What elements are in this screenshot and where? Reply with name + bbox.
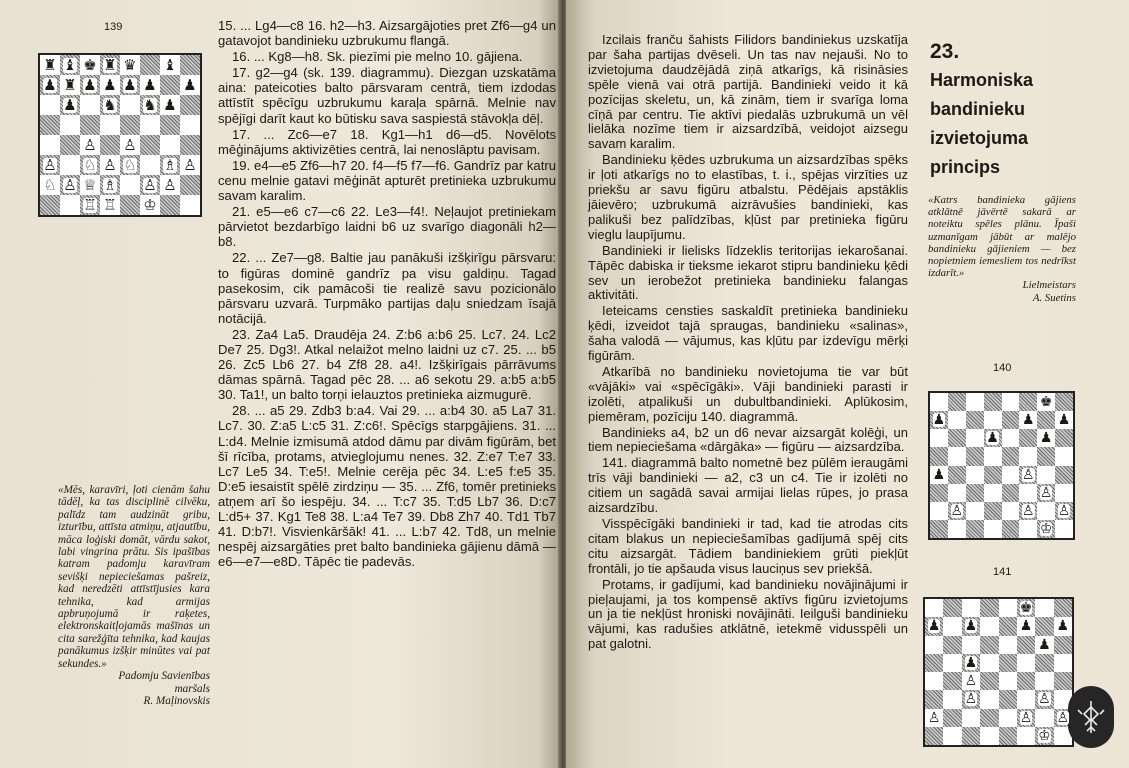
chess-square bbox=[140, 75, 160, 95]
chess-square bbox=[948, 484, 966, 502]
chess-square bbox=[999, 709, 1017, 727]
chess-square bbox=[60, 155, 80, 175]
chess-square bbox=[180, 195, 200, 215]
paragraph: Ieteicams censties saskaldīt pretinieka bandinieku ķēdi, izveidot tajā spraugas, bandinieku «salinas», šaha valodā — vājumus, kas kļūtu par izdevīgu mērķi figūrām. bbox=[588, 303, 908, 364]
chess-piece: ♟ bbox=[43, 75, 57, 94]
chess-square bbox=[943, 599, 961, 617]
chess-square bbox=[40, 195, 60, 215]
chess-square bbox=[1037, 520, 1055, 538]
chess-piece: ♖ bbox=[103, 195, 117, 214]
chess-piece: ♟ bbox=[964, 618, 978, 635]
chess-square bbox=[962, 617, 980, 635]
paragraph: Protams, ir gadījumi, kad bandinieku novājinājumi ir pieļaujami, ja tos kompensē aktīvs figūru izvietojums un ja tie nekļūst hroniski novājināti. Ieilguši bandinieku vājumi, kas radušies atklātnē, ietekmē vidusspēli un pat galotni. bbox=[588, 576, 908, 652]
chess-square bbox=[1017, 617, 1035, 635]
paragraph: 16. ... Kg8—h8. Sk. piezīmi pie melno 10. gājiena. bbox=[232, 49, 523, 65]
chess-square bbox=[966, 502, 984, 520]
chess-square bbox=[984, 484, 1002, 502]
chess-piece: ♟ bbox=[103, 75, 117, 94]
chess-piece: ♙ bbox=[964, 691, 978, 708]
chess-square bbox=[962, 599, 980, 617]
chess-square bbox=[962, 727, 980, 745]
chess-square bbox=[966, 411, 984, 429]
chess-piece: ♞ bbox=[103, 95, 117, 114]
chess-square bbox=[1054, 617, 1072, 635]
chess-square bbox=[1054, 654, 1072, 672]
chess-piece: ♙ bbox=[143, 175, 157, 194]
chess-square bbox=[1055, 502, 1073, 520]
chess-square bbox=[962, 672, 980, 690]
chess-piece: ♜ bbox=[63, 75, 77, 94]
paragraph: 28. ... a5 29. Zdb3 b:a4. Vai 29. ... a:b4 30. a5 La7 31. Lc7. 30. Z:a5 L:c5 31. Z:c6!. Spēcīgs starpgājiens. 31. ... L:d4. Melnie izmisumā atdod dāmu par divām figūrām, bet šī rīcība, protams, atvieglojumu nenes. 32. Z:e7 T:e7 33. Lc7 Le5 34. T:e5!. Melnie cerēja pēc 34. L:e5 f:e5 35. D:e5 iesaistīt spēlē zirdziņu — 35. ... Zf6, tomēr pretinieks atņem arī šo iespēju. 34. ... T:c7 35. T:d5 Lb7 36. D:c7 L:d5+ 37. Kg1 Te8 38. L:a4 Te7 39. Db8 Zh7 40. Td1 Tb7 41. D:b7!. Visvienkāršāk! 41. ... L:b7 42. Td8, un melnie nespēj aizsargāties pret balto bandinieka gājienu dāmā — e6—e7—e8D. Tāpēc tie padevās. bbox=[218, 403, 556, 570]
chess-square bbox=[1035, 727, 1053, 745]
chess-diagram-141 bbox=[923, 597, 1074, 747]
chess-square bbox=[60, 95, 80, 115]
chess-square bbox=[984, 393, 1002, 411]
chess-square bbox=[1017, 672, 1035, 690]
chess-square bbox=[100, 115, 120, 135]
chess-piece: ♙ bbox=[123, 135, 137, 154]
chess-square bbox=[1002, 447, 1020, 465]
chess-square bbox=[1037, 411, 1055, 429]
chess-piece: ♟ bbox=[1057, 412, 1071, 429]
chess-square bbox=[980, 599, 998, 617]
chess-square bbox=[943, 672, 961, 690]
chess-square bbox=[180, 135, 200, 155]
chess-square bbox=[1055, 484, 1073, 502]
chess-square bbox=[943, 727, 961, 745]
chess-square bbox=[984, 411, 1002, 429]
chess-square bbox=[1055, 520, 1073, 538]
page-number: 139 bbox=[104, 21, 123, 33]
chess-square bbox=[140, 55, 160, 75]
left-page bbox=[0, 0, 560, 768]
chess-piece: ♚ bbox=[1019, 600, 1033, 617]
chapter-title-line: princips bbox=[930, 157, 1001, 177]
chess-square bbox=[1055, 393, 1073, 411]
chess-square bbox=[925, 727, 943, 745]
chess-square bbox=[1055, 429, 1073, 447]
chess-piece: ♞ bbox=[143, 95, 157, 114]
chess-square bbox=[160, 135, 180, 155]
chess-piece: ♟ bbox=[932, 466, 946, 483]
chess-piece: ♕ bbox=[83, 175, 97, 194]
chess-square bbox=[1037, 466, 1055, 484]
chess-square bbox=[80, 135, 100, 155]
chess-square bbox=[984, 466, 1002, 484]
chess-square bbox=[1035, 617, 1053, 635]
chess-piece: ♝ bbox=[63, 55, 77, 74]
chess-piece: ♙ bbox=[183, 155, 197, 174]
chess-piece: ♚ bbox=[1039, 394, 1053, 411]
side-quote bbox=[58, 484, 210, 707]
chess-square bbox=[1002, 429, 1020, 447]
chess-square bbox=[40, 115, 60, 135]
chess-piece: ♔ bbox=[1039, 520, 1053, 537]
chess-square bbox=[962, 654, 980, 672]
chess-piece: ♟ bbox=[143, 75, 157, 94]
chess-piece: ♙ bbox=[103, 155, 117, 174]
chess-piece: ♟ bbox=[163, 95, 177, 114]
paragraph: Atkarībā no bandinieku novietojuma tie var būt «vājāki» vai «spēcīgāki». Vāji bandinieki parasti ir izolēti, atpalikuši un dubultbandinieki. Aplūkosim, piemēram, pozīciju 140. diagrammā. bbox=[588, 363, 908, 424]
chess-square bbox=[180, 115, 200, 135]
diagram-label: 140 bbox=[993, 362, 1012, 374]
side-quote-text: «Mēs, karavīri, ļoti cienām šahu tādēļ, ka tas disciplinē cilvēku, palīdz tam audzināt gribu, izturību, attīsta atmiņu, atjautību, māca loģiski domāt, vārdu sakot, labi vingrina prātu. Sis ipašības katram padomju karavīram sevišķi nepieciešamas pašreiz, kad neredzēti attīstījusies kara tehnika, kad armijas apbruņojumā ir raķetes, elektronskaitļojamās mašīnas un cita sarežģīta tehnika, kad kaujas panākumus izšķir minūtes vai pat sekundes.» bbox=[58, 484, 210, 670]
chess-piece: ♙ bbox=[927, 709, 941, 726]
chess-piece: ♙ bbox=[1038, 691, 1051, 708]
chess-square bbox=[40, 55, 60, 75]
chapter-title bbox=[930, 66, 1033, 182]
chess-square bbox=[1019, 484, 1037, 502]
chess-square bbox=[1037, 447, 1055, 465]
chess-square bbox=[140, 155, 160, 175]
chess-piece: ♘ bbox=[123, 155, 137, 174]
chess-square bbox=[984, 429, 1002, 447]
chess-square bbox=[943, 709, 961, 727]
chess-square bbox=[930, 466, 948, 484]
chess-piece: ♟ bbox=[83, 75, 97, 94]
paragraph: Bandinieki ir lielisks līdzeklis teritorijas iekarošanai. Tāpēc dabiska ir tieksme iekarot stipru bandinieku ķēdi sev un ierobežot pretinieka bandinieku falangas aktivitāti. bbox=[588, 242, 908, 303]
chess-square bbox=[999, 636, 1017, 654]
epigraph bbox=[928, 194, 1076, 304]
chess-square bbox=[1035, 709, 1053, 727]
chess-square bbox=[925, 690, 943, 708]
chess-square bbox=[1019, 429, 1037, 447]
chess-square bbox=[80, 55, 100, 75]
chess-piece: ♟ bbox=[1019, 618, 1033, 635]
chess-square bbox=[948, 466, 966, 484]
chess-piece: ♟ bbox=[183, 75, 197, 94]
chess-square bbox=[60, 55, 80, 75]
chess-square bbox=[1002, 484, 1020, 502]
chess-square bbox=[1019, 393, 1037, 411]
chess-square bbox=[999, 690, 1017, 708]
chess-piece: ♙ bbox=[1057, 502, 1071, 519]
chess-piece: ♟ bbox=[63, 95, 77, 114]
paragraph: Izcilais franču šahists Filidors bandiniekus uzskatīja par šaha partijas dvēseli. Un tas nav nejauši. No to izvietojuma daudzējādā ziņā atkarīgs, kā risināsies spēle vienā vai otrā partijā. Bandinieki veido it kā pozīcijas skeletu, un, kā zinām, tiem ir svarīga loma cīņā par centru. Tie aktīvi piedalās uzbrukumā un vēl lielāka nozīme tiem ir aizsardzībā, veidojot aizsegu savam karalim. bbox=[588, 32, 908, 152]
chess-square bbox=[1002, 393, 1020, 411]
chess-square bbox=[80, 115, 100, 135]
chess-square bbox=[1002, 411, 1020, 429]
chess-piece: ♔ bbox=[1038, 727, 1051, 744]
chess-diagram-139 bbox=[38, 53, 202, 217]
chess-square bbox=[980, 709, 998, 727]
chess-square bbox=[60, 75, 80, 95]
chess-square bbox=[925, 672, 943, 690]
chess-square bbox=[980, 690, 998, 708]
chess-piece: ♙ bbox=[163, 175, 177, 194]
chess-square bbox=[160, 175, 180, 195]
chess-square bbox=[160, 75, 180, 95]
chess-square bbox=[1017, 690, 1035, 708]
chess-piece: ♙ bbox=[43, 155, 57, 174]
chess-square bbox=[966, 429, 984, 447]
paragraph: 15. ... Lg4—c8 16. h2—h3. Aizsargājoties pret Zf6—g4 un gatavojot bandinieku uzbrukumu flangā. bbox=[218, 18, 556, 49]
chess-square bbox=[930, 411, 948, 429]
chess-square bbox=[999, 672, 1017, 690]
epigraph-text: «Katrs bandinieka gājiens atklātnē jāvērtē sakarā ar noteiktu spēles plānu. Īpaši uzmanīgam jābūt ar malējo bandinieku gājieniem — bez nopietniem iemesliem tos nedrīkst izdarīt.» bbox=[928, 194, 1076, 280]
chess-square bbox=[120, 175, 140, 195]
chess-piece: ♙ bbox=[83, 135, 97, 154]
chess-square bbox=[1017, 636, 1035, 654]
chess-square bbox=[60, 175, 80, 195]
chess-piece: ♗ bbox=[163, 155, 177, 174]
chess-square bbox=[999, 727, 1017, 745]
chess-square bbox=[943, 690, 961, 708]
chess-piece: ♟ bbox=[964, 654, 978, 671]
chess-square bbox=[1035, 690, 1053, 708]
chess-square bbox=[100, 75, 120, 95]
chess-square bbox=[1002, 502, 1020, 520]
chess-square bbox=[80, 95, 100, 115]
chess-piece: ♟ bbox=[927, 618, 941, 635]
paragraph: 17. ... Zc6—e7 18. Kg1—h1 d6—d5. Novēlots mēģinājums aktivizēties centrā, lai nenoslāptu pavisam. bbox=[218, 126, 556, 157]
chess-square bbox=[1054, 672, 1072, 690]
chess-piece: ♟ bbox=[932, 412, 946, 429]
chess-square bbox=[930, 520, 948, 538]
chess-square bbox=[140, 195, 160, 215]
chess-piece: ♝ bbox=[163, 55, 177, 74]
chess-piece: ♟ bbox=[1056, 618, 1070, 635]
chess-square bbox=[80, 175, 100, 195]
paragraph: 23. Za4 La5. Draudēja 24. Z:b6 a:b6 25. Lc7. 24. Lc2 De7 25. Dg3!. Atkal nelaižot melno laidni uz c7. 25. ... b5 26. Zc5 Lb6 27. b4 Zf8 28. a4!. Izšķirīgais pārrāvums dāmas spārnā. Tagad pēc 28. ... a6 sekotu 29. a:b5 a:b5 30. Ta1!, un balto torņi ielauztos pretinieka aizmugurē. bbox=[218, 326, 556, 403]
chess-piece: ♙ bbox=[1019, 709, 1033, 726]
chess-square bbox=[40, 135, 60, 155]
epigraph-attribution: A. Suetins bbox=[1032, 291, 1076, 304]
chess-square bbox=[40, 175, 60, 195]
chess-square bbox=[100, 195, 120, 215]
chess-square bbox=[948, 520, 966, 538]
chess-square bbox=[925, 599, 943, 617]
chess-square bbox=[925, 709, 943, 727]
chess-square bbox=[160, 155, 180, 175]
chess-square bbox=[930, 429, 948, 447]
chess-square bbox=[160, 55, 180, 75]
chess-square bbox=[948, 393, 966, 411]
chess-piece: ♙ bbox=[1022, 466, 1035, 483]
chess-square bbox=[1037, 484, 1055, 502]
chess-square bbox=[160, 195, 180, 215]
chess-square bbox=[180, 75, 200, 95]
paragraph: Bandinieks a4, b2 un d6 nevar aizsargāt kolēģi, un tiem nepieciešama «dārgāka» — figūru — aizsardzība. bbox=[588, 424, 908, 455]
chess-square bbox=[180, 175, 200, 195]
chess-square bbox=[966, 520, 984, 538]
chess-square bbox=[999, 599, 1017, 617]
chess-square bbox=[962, 690, 980, 708]
chess-square bbox=[80, 75, 100, 95]
chess-square bbox=[1019, 411, 1037, 429]
chess-square bbox=[1055, 466, 1073, 484]
main-text-column bbox=[218, 18, 556, 570]
chess-piece: ♙ bbox=[1039, 484, 1053, 501]
chess-square bbox=[100, 155, 120, 175]
publisher-logo bbox=[1068, 686, 1114, 748]
chess-square bbox=[60, 135, 80, 155]
chess-square bbox=[120, 55, 140, 75]
chess-square bbox=[40, 75, 60, 95]
paragraph: 141. diagrammā balto nometnē bez pūlēm ieraugāmi trīs vāji bandinieki — a2, c3 un c4. Tie ir izolēti no citiem un sagādā savai armijai lielas rūpes, jo prasa aizsardzību. bbox=[588, 455, 908, 516]
chess-square bbox=[140, 95, 160, 115]
chess-square bbox=[980, 672, 998, 690]
chess-square bbox=[930, 393, 948, 411]
chess-square bbox=[120, 135, 140, 155]
chess-square bbox=[1055, 411, 1073, 429]
chess-piece: ♟ bbox=[1022, 412, 1035, 429]
chess-square bbox=[1037, 393, 1055, 411]
chess-piece: ♛ bbox=[123, 55, 137, 74]
chess-square bbox=[1017, 599, 1035, 617]
chess-piece: ♟ bbox=[1038, 636, 1051, 653]
chess-piece: ♙ bbox=[964, 673, 978, 690]
chess-piece: ♙ bbox=[1056, 709, 1070, 726]
chess-square bbox=[60, 195, 80, 215]
chess-square bbox=[100, 95, 120, 115]
chess-square bbox=[948, 447, 966, 465]
paragraph: Bandinieku ķēdes uzbrukuma un aizsardzības spēks ir ļoti atkarīgs no to elastības, t. i., spējas virzīties uz priekšu ar savu figūru atbalstu. Pēdējais apstāklis jāievēro; uzbrukumā aizrāvušies bandinieki, kas palikuši bez palīdzības, kļūst par pretinieka figūru vieglu laupījumu. bbox=[588, 152, 908, 242]
chess-square bbox=[1019, 447, 1037, 465]
paragraph: 17. g2—g4 (sk. 139. diagrammu). Diezgan uzskatāma aina: pateicoties balto pārsvaram centrā, tiem izdodas attīstīt spēcīgu uzbrukumu karaļa spārnā. Melnie nav spējīgi darīt kaut ko būtisku sava saspiestā stāvokļa dēļ. bbox=[218, 65, 556, 126]
chess-square bbox=[1019, 520, 1037, 538]
chess-square bbox=[930, 502, 948, 520]
chapter-title-line: izvietojuma bbox=[930, 128, 1029, 148]
paragraph: 19. e4—e5 Zf6—h7 20. f4—f5 f7—f6. Gandrīz par katru cenu melnie gatavi mēģināt apturēt pretinieka uzbrukumu savam karalim. bbox=[218, 157, 556, 204]
paragraph: 21. e5—e6 c7—c6 22. Le3—f4!. Neļaujot pretiniekam pārvietot bezdarbīgo laidni b6 uz svarīgo diagonāli h2—b8. bbox=[218, 204, 556, 250]
chess-square bbox=[1002, 466, 1020, 484]
chess-square bbox=[120, 195, 140, 215]
chess-square bbox=[1035, 599, 1053, 617]
chess-piece: ♘ bbox=[43, 175, 57, 194]
chess-piece: ♘ bbox=[83, 155, 97, 174]
chess-square bbox=[80, 155, 100, 175]
side-quote-attribution: Padomju Savienības bbox=[118, 670, 210, 683]
chess-square bbox=[120, 95, 140, 115]
chess-square bbox=[980, 636, 998, 654]
chess-square bbox=[962, 709, 980, 727]
side-quote-attribution: maršals bbox=[174, 682, 210, 695]
paragraph: Visspēcīgāki bandinieki ir tad, kad tie atrodas cits citam blakus un nepieciešamības gadījumā spēj cits citu aizsargāt. Tādiem bandiniekiem grūti piekļūt frontāli, jo tie apšauda visus lauciņus sev priekšā. bbox=[588, 516, 908, 576]
ornament-logo-icon bbox=[1076, 697, 1106, 737]
chess-piece: ♜ bbox=[103, 55, 117, 74]
chess-square bbox=[999, 654, 1017, 672]
chess-square bbox=[140, 115, 160, 135]
chess-square bbox=[943, 636, 961, 654]
chess-piece: ♟ bbox=[986, 430, 999, 447]
chess-square bbox=[1002, 520, 1020, 538]
chess-square bbox=[120, 155, 140, 175]
chess-square bbox=[966, 393, 984, 411]
chapter-number: 23. bbox=[930, 40, 960, 63]
chess-square bbox=[180, 155, 200, 175]
chess-square bbox=[1017, 709, 1035, 727]
chess-square bbox=[943, 654, 961, 672]
chess-diagram-140 bbox=[928, 391, 1075, 540]
chess-square bbox=[100, 175, 120, 195]
chess-square bbox=[180, 95, 200, 115]
chess-square bbox=[1019, 502, 1037, 520]
chess-piece: ♖ bbox=[83, 195, 97, 214]
chess-square bbox=[100, 55, 120, 75]
chess-square bbox=[40, 155, 60, 175]
chess-piece: ♟ bbox=[123, 75, 137, 94]
chess-square bbox=[1054, 636, 1072, 654]
chess-square bbox=[1037, 502, 1055, 520]
chess-square bbox=[966, 447, 984, 465]
chess-square bbox=[925, 654, 943, 672]
chess-square bbox=[925, 636, 943, 654]
chess-square bbox=[1035, 672, 1053, 690]
chess-piece: ♚ bbox=[83, 55, 97, 74]
main-text-column bbox=[588, 33, 908, 653]
chess-square bbox=[930, 484, 948, 502]
chess-square bbox=[980, 727, 998, 745]
chess-square bbox=[948, 502, 966, 520]
chapter-title-line: bandinieku bbox=[930, 99, 1026, 119]
chess-piece: ♙ bbox=[1022, 502, 1035, 519]
chess-square bbox=[60, 115, 80, 135]
chess-square bbox=[120, 115, 140, 135]
chess-square bbox=[40, 95, 60, 115]
chess-square bbox=[180, 55, 200, 75]
chess-square bbox=[140, 175, 160, 195]
chess-square bbox=[1019, 466, 1037, 484]
chess-square bbox=[930, 447, 948, 465]
chess-square bbox=[1017, 654, 1035, 672]
chess-piece: ♙ bbox=[63, 175, 77, 194]
chess-square bbox=[140, 135, 160, 155]
chess-square bbox=[984, 520, 1002, 538]
chess-piece: ♙ bbox=[950, 502, 964, 519]
chapter-title-line: Harmoniska bbox=[930, 70, 1034, 90]
chess-square bbox=[1037, 429, 1055, 447]
chess-square bbox=[984, 447, 1002, 465]
chess-piece: ♗ bbox=[103, 175, 117, 194]
chess-piece: ♟ bbox=[1039, 430, 1053, 447]
epigraph-attribution: Lielmeistars bbox=[1022, 279, 1076, 292]
side-quote-attribution: R. Maļinovskis bbox=[143, 694, 210, 707]
chess-square bbox=[80, 195, 100, 215]
right-page bbox=[566, 0, 1129, 768]
chess-square bbox=[160, 115, 180, 135]
paragraph: 22. ... Ze7—g8. Baltie jau panākuši izšķirīgu pārsvaru: to figūras dominē gandrīz pa visu galdiņu. Tagad pasekosim, cik pamācoši tie realizē savu pozicionālo pārsvaru uzvarā. Turpmāko partijas daļu sniedzam īsajā notācijā. bbox=[218, 250, 556, 326]
chess-square bbox=[1035, 654, 1053, 672]
chess-piece: ♔ bbox=[143, 195, 157, 214]
chess-square bbox=[980, 617, 998, 635]
chess-square bbox=[966, 466, 984, 484]
chess-square bbox=[120, 75, 140, 95]
chess-square bbox=[100, 135, 120, 155]
chess-piece: ♜ bbox=[43, 55, 57, 74]
chess-square bbox=[962, 636, 980, 654]
chess-square bbox=[943, 617, 961, 635]
chess-square bbox=[948, 411, 966, 429]
chess-square bbox=[1017, 727, 1035, 745]
chess-square bbox=[980, 654, 998, 672]
chess-square bbox=[966, 484, 984, 502]
chess-square bbox=[984, 502, 1002, 520]
chess-square bbox=[925, 617, 943, 635]
chess-square bbox=[1054, 599, 1072, 617]
diagram-label: 141 bbox=[993, 566, 1012, 578]
chess-square bbox=[1055, 447, 1073, 465]
chess-square bbox=[948, 429, 966, 447]
chess-square bbox=[999, 617, 1017, 635]
chess-square bbox=[160, 95, 180, 115]
chess-square bbox=[1035, 636, 1053, 654]
